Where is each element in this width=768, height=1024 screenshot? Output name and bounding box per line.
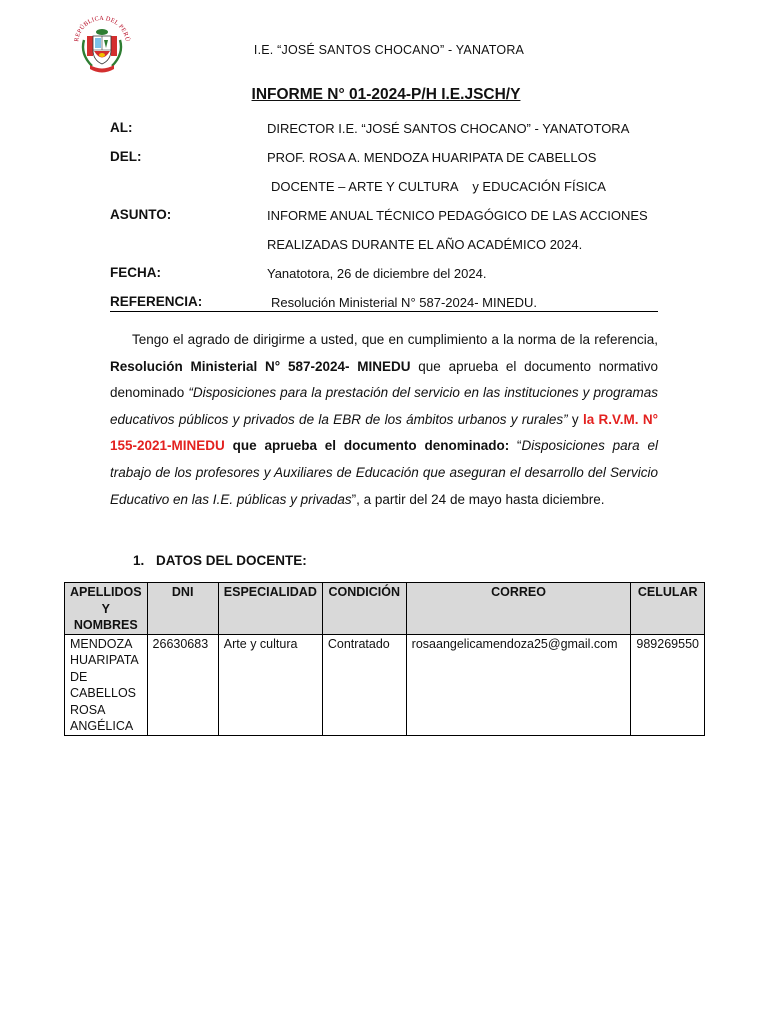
paragraph-italic-title: Disposiciones para el trabajo de los profesores y Auxiliares de Educación que aseguran el desarrollo del Servicio Educativo en las I.E. públicas y privadas bbox=[110, 438, 658, 507]
column-header: DNI bbox=[147, 583, 218, 635]
paragraph-text: Tengo el agrado de dirigirme a usted, que en cumplimiento a la norma de la referencia, bbox=[132, 332, 658, 347]
meta-row-referencia bbox=[110, 288, 658, 317]
report-metadata bbox=[110, 114, 658, 317]
paragraph-text: que aprueba el documento normativo denominado bbox=[110, 358, 658, 401]
section-title: DATOS DEL DOCENTE: bbox=[156, 553, 307, 568]
meta-row-del bbox=[110, 143, 658, 172]
meta-label: REFERENCIA: bbox=[110, 294, 203, 309]
table-cell-specialty: Arte y cultura bbox=[218, 634, 322, 735]
table-header-row bbox=[65, 583, 705, 635]
section-number: 1. bbox=[133, 553, 145, 568]
table-cell-name: MENDOZA HUARIPATA DE CABELLOS ROSA ANGÉLICA bbox=[65, 634, 148, 735]
column-header: CONDICIÓN bbox=[322, 583, 406, 635]
meta-label: FECHA: bbox=[110, 265, 161, 280]
table-row bbox=[65, 634, 705, 735]
header-divider bbox=[110, 311, 658, 312]
school-name-text: I.E. “JOSÉ SANTOS CHOCANO” - YANATORA bbox=[253, 43, 525, 57]
meta-value: Yanatotora, 26 de diciembre del 2024. bbox=[267, 266, 487, 281]
meta-row-fecha bbox=[110, 259, 658, 288]
body-paragraph bbox=[110, 327, 658, 513]
table-cell-condition: Contratado bbox=[322, 634, 406, 735]
column-header: APELLIDOS Y NOMBRES bbox=[65, 583, 148, 635]
meta-label: ASUNTO: bbox=[110, 207, 172, 222]
teacher-data-table bbox=[64, 582, 705, 736]
report-title-text: INFORME N° 01-2024-P/H I.E.JSCH/Y bbox=[251, 86, 521, 103]
meta-label: DEL: bbox=[110, 149, 142, 164]
meta-row-al bbox=[110, 114, 658, 143]
emblem-arc-text: REPÚBLICA DEL PERÚ bbox=[73, 14, 131, 43]
paragraph-text: “ bbox=[509, 438, 522, 454]
paragraph-italic-title: “Disposiciones para la prestación del servicio en las instituciones y programas educativos públicos y privados de la EBR de los ámbitos urbanos y rurales” bbox=[110, 385, 658, 427]
meta-row-del-cont bbox=[110, 172, 658, 201]
table-cell-dni: 26630683 bbox=[147, 634, 218, 735]
meta-value: PROF. ROSA A. MENDOZA HUARIPATA DE CABELLOS bbox=[267, 150, 597, 165]
table-cell-phone: 989269550 bbox=[631, 634, 705, 735]
paragraph-bold-reference: Resolución Ministerial N° 587-2024- MINEDU bbox=[110, 358, 411, 374]
report-title bbox=[0, 86, 768, 104]
paragraph-text: y bbox=[567, 411, 583, 427]
paragraph-bold-text: que aprueba el documento denominado: bbox=[224, 438, 510, 454]
meta-value: INFORME ANUAL TÉCNICO PEDAGÓGICO DE LAS ACCIONES bbox=[267, 208, 648, 223]
meta-value: DIRECTOR I.E. “JOSÉ SANTOS CHOCANO” - YANATOTORA bbox=[267, 121, 630, 136]
section-heading bbox=[133, 553, 307, 568]
meta-row-asunto bbox=[110, 201, 658, 230]
meta-value: Resolución Ministerial N° 587-2024- MINEDU. bbox=[271, 295, 538, 310]
table-cell-email: rosaangelicamendoza25@gmail.com bbox=[406, 634, 631, 735]
paragraph-red-reference: la R.V.M. N° 155-2021-MINEDU bbox=[110, 411, 658, 454]
meta-row-asunto-cont bbox=[110, 230, 658, 259]
column-header: CORREO bbox=[406, 583, 631, 635]
meta-value: DOCENTE – ARTE Y CULTURA y EDUCACIÓN FÍSICA bbox=[271, 179, 606, 194]
school-name bbox=[0, 43, 768, 57]
meta-label: AL: bbox=[110, 120, 133, 135]
meta-value: REALIZADAS DURANTE EL AÑO ACADÉMICO 2024. bbox=[267, 237, 583, 252]
column-header: ESPECIALIDAD bbox=[218, 583, 322, 635]
paragraph-text: ”, a partir del 24 de mayo hasta diciembre. bbox=[351, 491, 605, 507]
column-header: CELULAR bbox=[631, 583, 705, 635]
